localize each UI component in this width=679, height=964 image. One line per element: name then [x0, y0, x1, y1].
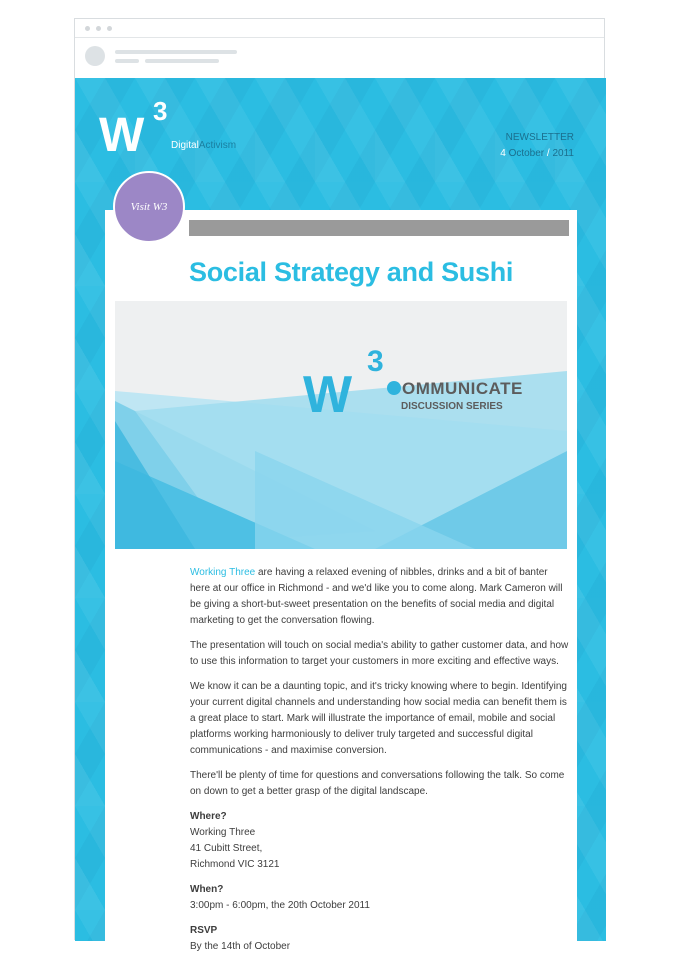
when-label: When? — [190, 884, 224, 895]
paragraph-4: There'll be plenty of time for questions and conversations following the talk. So come on down to get a better grasp of the digital landscape. — [190, 770, 565, 797]
newsletter-date — [500, 146, 574, 162]
communicate-logo — [303, 345, 553, 429]
where-line-2: 41 Cubitt Street, — [190, 843, 263, 854]
banner-logo-superscript: 3 — [367, 345, 384, 378]
intro-paragraph — [190, 565, 570, 629]
window-titlebar — [75, 19, 604, 38]
placeholder-line — [115, 59, 139, 63]
placeholder-line — [139, 50, 237, 54]
visit-w3-button[interactable]: Visit W3 — [113, 171, 185, 243]
paragraph-3: We know it can be a daunting topic, and it's tricky knowing where to begin. Identifying your current digital channels and understanding how social media can benefit them is a great place to start. Mark will illustrate the importance of email, mobile and social platforms working harmoniously to deliver truly targeted and successful digital communications - and maximise conversion. — [190, 681, 567, 756]
grey-divider-bar — [189, 220, 569, 236]
where-block — [190, 809, 570, 873]
where-label: Where? — [190, 811, 227, 822]
window-dot-icon[interactable] — [107, 26, 112, 31]
article-title: Social Strategy and Sushi — [189, 257, 514, 287]
working-three-link[interactable]: Working Three — [190, 567, 256, 578]
rsvp-label: RSVP — [190, 925, 218, 936]
discussion-series-label: DISCUSSION SERIES — [401, 401, 503, 412]
logo-superscript: 3 — [153, 96, 168, 126]
tagline-primary: Digital — [171, 140, 199, 151]
window-dot-icon[interactable] — [85, 26, 90, 31]
tagline-secondary: Activism — [198, 140, 237, 151]
logo-letter: W — [99, 109, 143, 162]
communicate-text: OMMUNICATE — [402, 379, 523, 398]
browser-window — [74, 18, 605, 952]
w3-logo[interactable] — [99, 96, 239, 162]
avatar — [85, 46, 105, 66]
logo-tagline — [171, 140, 236, 151]
speech-bubble-icon — [387, 381, 401, 395]
date-separator: / — [546, 148, 550, 159]
date-year: 2011 — [552, 148, 574, 159]
rsvp-value: By the 14th of October — [190, 941, 291, 952]
window-dot-icon[interactable] — [96, 26, 101, 31]
article-body — [190, 565, 570, 964]
where-line-3: Richmond VIC 3121 — [190, 859, 280, 870]
newsletter-hero — [75, 78, 606, 952]
article-card — [105, 210, 577, 952]
newsletter-meta — [500, 130, 574, 162]
when-value: 3:00pm - 6:00pm, the 20th October 2011 — [190, 900, 370, 911]
communicate-wordmark — [387, 379, 523, 399]
when-block — [190, 882, 570, 914]
communicate-banner[interactable] — [115, 301, 567, 549]
newsletter-label: NEWSLETTER — [505, 132, 574, 143]
date-month: October — [508, 148, 545, 159]
date-day: 4 — [500, 148, 506, 159]
where-line-1: Working Three — [190, 827, 256, 838]
rsvp-block — [190, 923, 570, 955]
intro-text: are having a relaxed evening of nibbles, drinks and a bit of banter here at our office in Richmond - and we'd like you to come along. Mark Cameron will be giving a short-but-sweet presentation on the benefits of social media and digital marketing to get the conversation flowing. — [190, 567, 563, 626]
email-header-placeholder — [75, 38, 604, 78]
paragraph-2: The presentation will touch on social media's ability to gather customer data, and how to use this information to target your customers in more exciting and effective ways. — [190, 640, 569, 667]
banner-logo-letter: W — [303, 366, 351, 424]
placeholder-line — [145, 59, 219, 63]
